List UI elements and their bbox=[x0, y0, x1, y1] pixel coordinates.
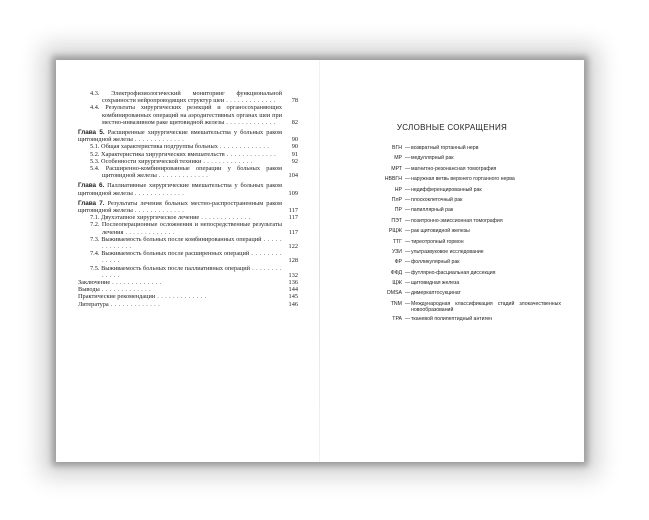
abbreviation-definition: плоскоклеточный рак bbox=[411, 196, 463, 203]
abbreviation-dash: — bbox=[405, 248, 411, 255]
abbreviation-row bbox=[344, 176, 574, 186]
abbreviation-row bbox=[344, 280, 574, 290]
abbreviation-dash: — bbox=[405, 217, 411, 224]
abbreviation-dash: — bbox=[405, 228, 411, 235]
abbreviation-dash: — bbox=[405, 186, 411, 193]
toc-page-number: 132 bbox=[288, 271, 298, 279]
abbreviation-definition: димеркаптосукцинат bbox=[411, 290, 461, 297]
abbreviation-row bbox=[344, 228, 574, 238]
toc-entry-title: Расширенные хирургические вмешательства у больных раком щитовидной железы bbox=[78, 129, 282, 144]
abbreviation-term: МР bbox=[394, 155, 402, 162]
toc-entry-title: Выживаемость больных после расширенных операций bbox=[101, 250, 250, 258]
toc-entry bbox=[90, 165, 298, 179]
toc-leader-dots: . . . . . . . . . . . . . bbox=[224, 118, 276, 126]
toc-entry-title: Двухэтапное хирургическое лечение bbox=[101, 214, 200, 222]
abbreviation-row bbox=[344, 316, 574, 326]
abbreviation-definition: позитронно-эмиссионная томография bbox=[411, 217, 503, 224]
toc-entry-number: 7.3. bbox=[90, 235, 100, 243]
abbreviation-row bbox=[344, 197, 574, 207]
abbreviation-term: НР bbox=[394, 186, 402, 193]
toc-page-number: 90 bbox=[291, 143, 298, 151]
toc-chapter-label: Глава 5. bbox=[78, 129, 105, 137]
toc-entry-title: Паллиативные хирургические вмешательства у больных раком щитовидной железы bbox=[78, 182, 282, 197]
abbreviation-row bbox=[344, 218, 574, 228]
abbreviations-title: УСЛОВНЫЕ СОКРАЩЕНИЯ bbox=[396, 123, 508, 132]
toc-page-number: 122 bbox=[288, 243, 298, 251]
toc-entry-number: 4.4. bbox=[90, 104, 100, 112]
toc-entry bbox=[90, 265, 298, 279]
abbreviation-row bbox=[344, 259, 574, 269]
abbreviation-dash: — bbox=[405, 155, 411, 162]
toc-entry bbox=[78, 182, 298, 196]
left-page bbox=[56, 60, 320, 462]
toc-entry bbox=[78, 200, 298, 214]
toc-entry-title: Особенности хирургической техники bbox=[101, 157, 202, 165]
abbreviation-dash: — bbox=[405, 315, 411, 322]
abbreviation-definition: щитовидная железа bbox=[411, 280, 460, 287]
abbreviation-definition: наружная ветвь верхнего гортанного нерва bbox=[411, 176, 515, 183]
toc-leader-dots: . . . . . . . . . . . . . bbox=[217, 143, 270, 151]
toc-leader-dots: . . . . . . . . . . . . . bbox=[224, 97, 276, 105]
toc-leader-dots: . . . . . . . . . . . . . bbox=[132, 189, 185, 197]
toc-entry bbox=[90, 236, 298, 250]
toc-page-number: 90 bbox=[291, 136, 298, 144]
toc-chapter-label: Глава 7. bbox=[78, 199, 105, 207]
toc-entry-title: Результаты лечения больных местно-распространенным раком щитовидной железы bbox=[78, 199, 282, 215]
abbreviation-term: ТТГ bbox=[392, 238, 402, 245]
toc-entry-number: 5.3. bbox=[90, 157, 100, 165]
toc-page-number: 82 bbox=[291, 118, 298, 126]
abbreviation-definition: тканевой полипептидный антиген bbox=[411, 315, 493, 322]
toc-entry-title: Выживаемость больных после паллиативных операций bbox=[101, 264, 251, 272]
toc-entry-number: 7.2. bbox=[90, 221, 100, 229]
toc-page-number: 136 bbox=[288, 279, 298, 287]
toc-entry bbox=[90, 104, 298, 126]
toc-entry bbox=[78, 129, 298, 143]
toc-entry bbox=[90, 250, 298, 264]
abbreviation-term: ПлР bbox=[391, 196, 402, 203]
toc-entry-title: Практические рекомендации bbox=[78, 293, 156, 301]
abbreviation-term: МРТ bbox=[391, 165, 402, 172]
abbreviation-definition: фолликулярный рак bbox=[411, 259, 460, 266]
abbreviation-row bbox=[344, 155, 574, 165]
abbreviation-definition: ультразвуковое исследование bbox=[411, 248, 484, 255]
toc-page-number: 117 bbox=[288, 207, 298, 215]
abbreviation-dash: — bbox=[405, 259, 411, 266]
toc-leader-dots: . . . . . . . . . . . . . bbox=[99, 286, 152, 294]
toc-entry-title: Заключение bbox=[78, 279, 111, 287]
abbreviation-dash: — bbox=[405, 145, 411, 151]
toc-entry bbox=[90, 143, 298, 150]
abbreviation-term: TNM bbox=[390, 300, 402, 307]
toc-page-number: 117 bbox=[288, 214, 298, 222]
toc-entry-number: 4.3. bbox=[90, 90, 100, 97]
abbreviation-row bbox=[344, 290, 574, 300]
abbreviation-term: РЩЖ bbox=[388, 228, 402, 235]
toc-leader-dots: . . . . . . . . . . . . . bbox=[102, 250, 282, 265]
toc-leader-dots: . . . . . . . . . . . . . bbox=[132, 136, 185, 144]
toc-entry-title: Выживаемость больных после комбинированных операций bbox=[101, 235, 262, 243]
toc-page-number: 78 bbox=[291, 97, 298, 105]
toc-page-number: 109 bbox=[288, 189, 298, 197]
abbreviations-list bbox=[344, 145, 574, 326]
toc-leader-dots: . . . . . . . . . . . . . bbox=[155, 293, 207, 301]
abbreviation-term: ФФД bbox=[390, 269, 402, 276]
abbreviation-row bbox=[344, 166, 574, 176]
abbreviation-term: ЩЖ bbox=[392, 280, 402, 287]
abbreviation-dash: — bbox=[405, 280, 411, 287]
toc-entry-title: Послеоперационные осложнения и непосредственные результаты лечения bbox=[101, 221, 282, 236]
abbreviation-row bbox=[344, 187, 574, 197]
toc-leader-dots: . . . . . . . . . . . . . bbox=[123, 228, 175, 236]
abbreviation-term: ФР bbox=[394, 259, 402, 266]
toc-entry bbox=[90, 158, 298, 165]
abbreviation-dash: — bbox=[405, 165, 411, 172]
toc-leader-dots: . . . . . . . . . . . . . bbox=[132, 207, 185, 215]
toc-entry-title: Литература bbox=[78, 300, 109, 308]
toc-entry-title: Расширенно-комбинированные операции у больных раком щитовидной железы bbox=[102, 165, 282, 180]
toc-entry-title: Характеристика хирургических вмешательств bbox=[101, 150, 225, 158]
abbreviation-term: ВГН bbox=[391, 145, 402, 151]
abbreviation-dash: — bbox=[405, 207, 411, 214]
toc-entry bbox=[78, 279, 298, 286]
toc-leader-dots: . . . . . . . . . . . . . bbox=[224, 150, 277, 158]
abbreviation-term: TPA bbox=[392, 315, 402, 322]
abbreviation-definition: возвратный гортанный нерв bbox=[411, 145, 479, 151]
abbreviation-row bbox=[344, 207, 574, 217]
toc-entry-title: Результаты хирургических резекций и органосохраняющих комбинированных операций на аэродигестивных органах шеи при местно-инвазивном раке щитовидной железы bbox=[102, 104, 283, 126]
toc-leader-dots: . . . . . . . . . . . . . bbox=[201, 157, 253, 165]
abbreviation-dash: — bbox=[405, 300, 411, 307]
right-page bbox=[320, 60, 584, 462]
toc-leader-dots: . . . . . . . . . . . . . bbox=[156, 172, 209, 180]
toc-leader-dots: . . . . . . . . . . . . . bbox=[102, 264, 283, 279]
abbreviation-term: DMSA bbox=[387, 290, 402, 297]
toc-leader-dots: . . . . . . . . . . . . . bbox=[110, 279, 162, 287]
abbreviation-definition: медуллярный рак bbox=[411, 155, 454, 162]
abbreviation-definition: рак щитовидной железы bbox=[411, 228, 470, 235]
toc-entry bbox=[90, 151, 298, 158]
abbreviation-dash: — bbox=[405, 176, 411, 183]
toc-entry-number: 7.1. bbox=[90, 214, 100, 222]
abbreviation-dash: — bbox=[405, 269, 411, 276]
abbreviation-definition: папиллярный рак bbox=[411, 207, 454, 214]
toc-entry bbox=[78, 301, 298, 308]
abbreviation-row bbox=[344, 239, 574, 249]
toc-page-number: 146 bbox=[288, 300, 298, 308]
table-of-contents bbox=[78, 90, 298, 308]
abbreviation-term: ПР bbox=[394, 207, 402, 214]
abbreviation-row bbox=[344, 249, 574, 259]
abbreviation-term: УЗИ bbox=[391, 248, 402, 255]
abbreviation-row bbox=[344, 270, 574, 280]
toc-page-number: 128 bbox=[288, 257, 298, 265]
toc-entry bbox=[78, 286, 298, 293]
abbreviation-definition: Международная классификация стадий злокачественных новообразований bbox=[411, 300, 561, 313]
toc-leader-dots: . . . . . . . . . . . . . bbox=[108, 300, 161, 308]
toc-page-number: 91 bbox=[291, 150, 298, 158]
toc-entry-number: 5.2. bbox=[90, 150, 100, 158]
toc-entry-title: Общая характеристика подгруппы больных bbox=[101, 143, 218, 151]
abbreviation-row bbox=[344, 301, 574, 316]
toc-page-number: 104 bbox=[288, 172, 298, 180]
toc-entry-title: Электрофизиологический мониторинг функциональной сохранности нейропроводящих структур шеи bbox=[102, 90, 282, 105]
abbreviation-dash: — bbox=[405, 290, 411, 297]
toc-entry-number: 5.4. bbox=[90, 165, 100, 173]
toc-page-number: 144 bbox=[288, 286, 298, 294]
toc-page-number: 145 bbox=[288, 293, 298, 301]
toc-leader-dots: . . . . . . . . . . . . . bbox=[199, 214, 251, 222]
abbreviation-term: ПЭТ bbox=[391, 217, 402, 224]
toc-entry bbox=[78, 293, 298, 300]
toc-leader-dots: . . . . . . . . . . . . . bbox=[102, 235, 283, 251]
abbreviation-definition: магнитно-резонансная томография bbox=[411, 165, 497, 172]
toc-chapter-label: Глава 6. bbox=[78, 182, 105, 190]
toc-entry bbox=[90, 90, 298, 104]
abbreviation-definition: недифференцированный рак bbox=[411, 186, 482, 193]
abbreviation-definition: тиреотропный гормон bbox=[411, 238, 464, 245]
abbreviation-row bbox=[344, 145, 574, 155]
toc-entry-number: 5.1. bbox=[90, 143, 100, 151]
abbreviation-dash: — bbox=[405, 196, 411, 203]
toc-entry-number: 7.5. bbox=[90, 264, 100, 272]
toc-page-number: 117 bbox=[288, 228, 298, 236]
book-spread bbox=[56, 60, 584, 462]
abbreviation-dash: — bbox=[405, 238, 411, 245]
abbreviation-definition: футлярно-фасциальная диссекция bbox=[411, 269, 496, 276]
toc-entry bbox=[90, 214, 298, 221]
toc-page-number: 92 bbox=[291, 157, 298, 165]
toc-entry-number: 7.4. bbox=[90, 250, 100, 258]
toc-entry bbox=[90, 221, 298, 235]
abbreviation-term: НВВГН bbox=[384, 176, 402, 183]
toc-entry-title: Выводы bbox=[78, 286, 100, 294]
